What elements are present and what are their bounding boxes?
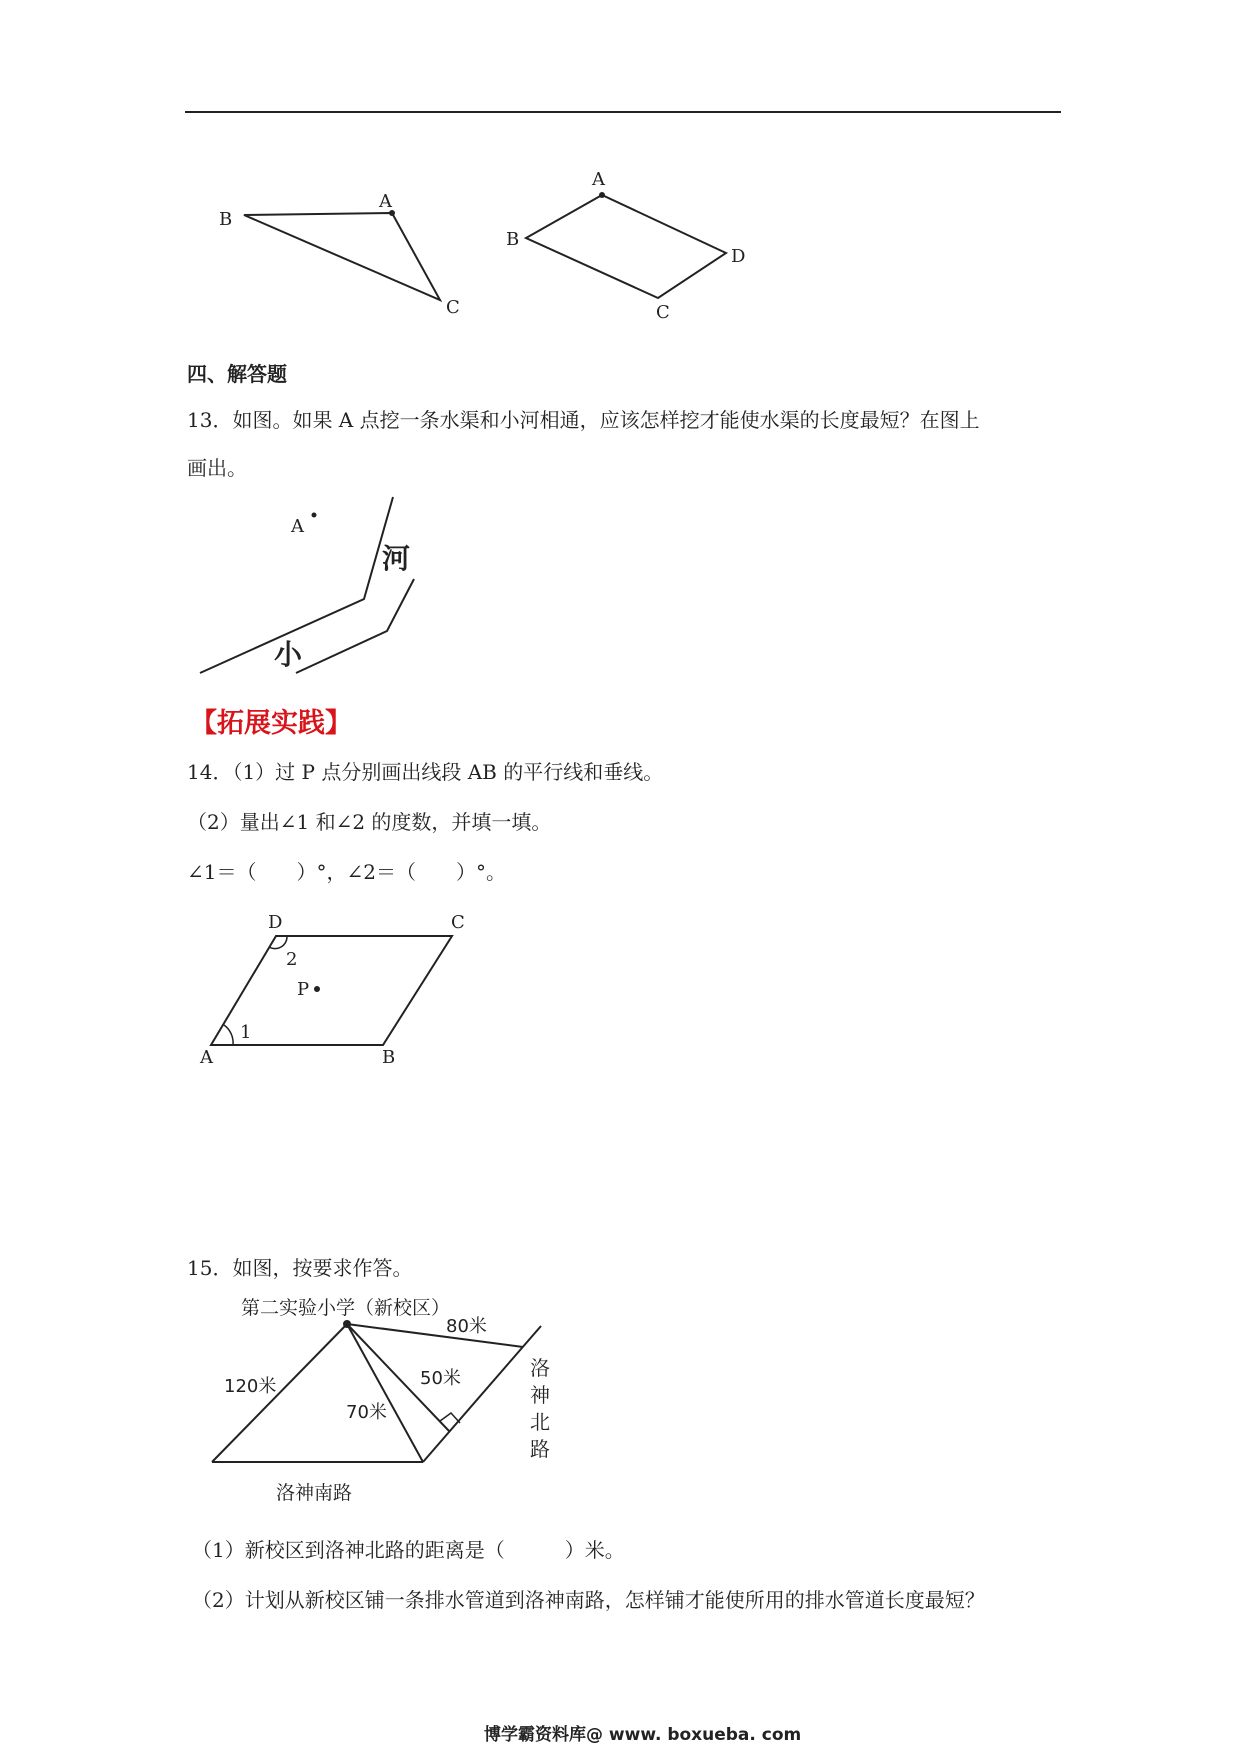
q15-text-line1: 15．如图，按要求作答。	[187, 1256, 413, 1280]
label-a: A	[200, 1047, 213, 1068]
south-road-label: 洛神南路	[276, 1482, 353, 1504]
quad-label-c: C	[656, 302, 670, 323]
q14-text-line3: ∠1＝（ ）°，∠2＝（ ）°。	[187, 860, 506, 884]
q13-text-line2: 画出。	[187, 456, 247, 480]
label-70m: 70米	[346, 1402, 387, 1423]
top-figures	[0, 150, 800, 330]
roads-figure	[0, 1285, 600, 1515]
north-road-line	[423, 1326, 541, 1462]
quad-label-d: D	[731, 246, 746, 267]
section-title: 四、解答题	[187, 362, 287, 386]
school-label: 第二实验小学（新校区）	[241, 1297, 451, 1319]
triangle-label-b: B	[219, 209, 233, 230]
quad-label-a: A	[592, 169, 605, 190]
river-figure	[0, 490, 500, 680]
extension-title: 【拓展实践】	[190, 708, 352, 739]
label-angle-2: 2	[286, 949, 298, 970]
label-d: D	[268, 912, 283, 933]
triangle-label-a: A	[379, 191, 392, 212]
river-point-a-label: A	[291, 516, 304, 537]
label-120m: 120米	[224, 1376, 277, 1397]
q15-sub2: （2）计划从新校区铺一条排水管道到洛神南路，怎样铺才能使所用的排水管道长度最短？	[192, 1588, 985, 1612]
header-rule	[185, 111, 1061, 113]
river-label-he: 河	[382, 542, 411, 575]
footer-watermark: 博学霸资料库@ www. boxueba. com	[484, 1725, 802, 1745]
q15-sub1: （1）新校区到洛神北路的距离是（ ）米。	[192, 1538, 625, 1562]
label-50m: 50米	[420, 1368, 461, 1389]
q13-text-line1: 13．如图。如果 A 点挖一条水渠和小河相通，应该怎样挖才能使水渠的长度最短？在图上	[187, 408, 980, 432]
river-point-a	[312, 513, 317, 518]
label-b: B	[382, 1047, 396, 1068]
parallelogram-figure	[0, 905, 500, 1075]
north-road-char-4: 路	[530, 1437, 550, 1461]
label-p: P	[297, 979, 310, 1000]
triangle-abc	[244, 213, 440, 300]
q14-text-line2: （2）量出∠1 和∠2 的度数，并填一填。	[187, 810, 552, 834]
label-angle-1: 1	[240, 1022, 252, 1043]
river-bank-lower	[296, 579, 414, 673]
q14-text-line1: 14．（1）过 P 点分别画出线段 AB 的平行线和垂线。	[187, 760, 664, 784]
north-road-char-1: 洛	[530, 1356, 550, 1380]
point-p	[314, 986, 320, 992]
label-80m: 80米	[446, 1316, 487, 1337]
quad-label-b: B	[506, 229, 520, 250]
label-c: C	[451, 912, 465, 933]
triangle-label-c: C	[446, 297, 460, 318]
quadrilateral-abcd	[526, 195, 726, 298]
north-road-char-3: 北	[530, 1410, 550, 1434]
north-road-char-2: 神	[530, 1383, 550, 1407]
angle-1-arc	[224, 1025, 233, 1045]
river-label-xiao: 小	[274, 638, 303, 671]
line-80m	[347, 1324, 523, 1347]
quad-point-a	[599, 192, 605, 198]
